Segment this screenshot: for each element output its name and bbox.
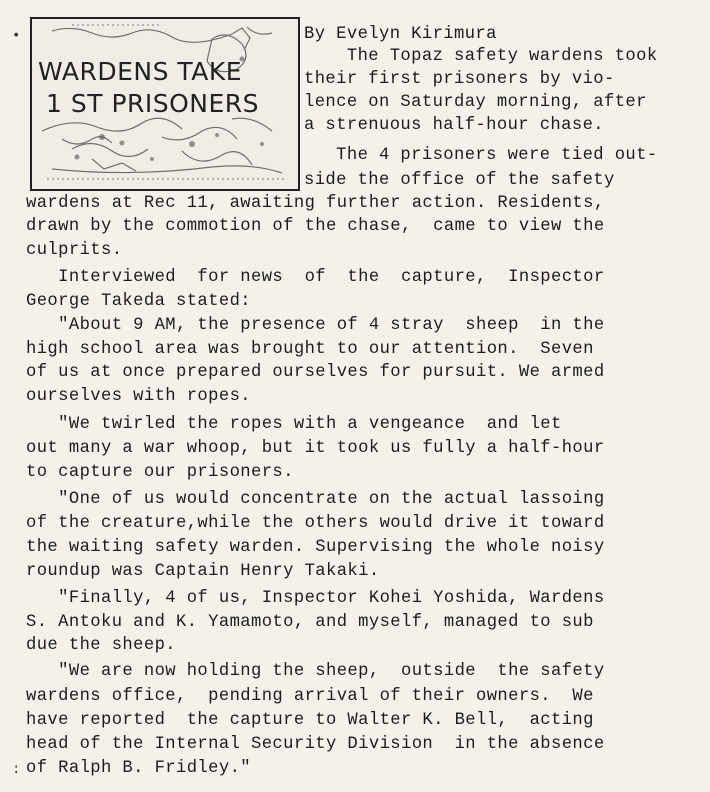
- article-line: have reported the capture to Walter K. Bell, acting: [26, 711, 594, 730]
- article-line: Interviewed for news of the capture, Inspector: [26, 268, 605, 287]
- article-line: side the office of the safety: [304, 171, 615, 190]
- headline-line-1: WARDENS TAKE: [38, 57, 243, 86]
- article-line: George Takeda stated:: [26, 292, 251, 311]
- article-line: to capture our prisoners.: [26, 463, 294, 482]
- article-line: "About 9 AM, the presence of 4 stray sheep in the: [26, 316, 605, 335]
- article-line: of us at once prepared ourselves for pursuit. We armed: [26, 363, 605, 382]
- margin-mark: :: [12, 762, 21, 778]
- article-line: high school area was brought to our attention. Seven: [26, 340, 594, 359]
- article-line: lence on Saturday morning, after: [304, 93, 647, 112]
- margin-mark: •: [12, 28, 21, 44]
- article-line: "We twirled the ropes with a vengeance and let: [26, 415, 562, 434]
- article-line: the waiting safety warden. Supervising the whole noisy: [26, 538, 605, 557]
- byline: By Evelyn Kirimura: [304, 25, 497, 44]
- article-line: out many a war whoop, but it took us fully a half-hour: [26, 439, 605, 458]
- headline-line-2: 1 ST PRISONERS: [46, 89, 260, 118]
- article-line: of the creature,while the others would drive it toward: [26, 514, 605, 533]
- article-line: "One of us would concentrate on the actual lassoing: [26, 490, 605, 509]
- article-line: of Ralph B. Fridley.": [26, 759, 251, 778]
- article-line: their first prisoners by vio-: [304, 70, 615, 89]
- article-line: wardens office, pending arrival of their owners. We: [26, 687, 594, 706]
- article-line: culprits.: [26, 241, 123, 260]
- article-line: due the sheep.: [26, 636, 176, 655]
- article-line: The Topaz safety wardens took: [304, 47, 658, 66]
- article-line: a strenuous half-hour chase.: [304, 116, 604, 135]
- article-line: The 4 prisoners were tied out-: [304, 146, 658, 165]
- article-line: ourselves with ropes.: [26, 387, 251, 406]
- article-line: head of the Internal Security Division in the absence: [26, 735, 605, 754]
- article-line: "We are now holding the sheep, outside the safety: [26, 662, 605, 681]
- article-line: S. Antoku and K. Yamamoto, and myself, managed to sub: [26, 613, 594, 632]
- article-line: wardens at Rec 11, awaiting further action. Residents,: [26, 194, 605, 213]
- article-line: "Finally, 4 of us, Inspector Kohei Yoshida, Wardens: [26, 589, 605, 608]
- article-line: roundup was Captain Henry Takaki.: [26, 562, 380, 581]
- article-line: drawn by the commotion of the chase, came to view the: [26, 217, 605, 236]
- headline-illustration: [30, 17, 300, 191]
